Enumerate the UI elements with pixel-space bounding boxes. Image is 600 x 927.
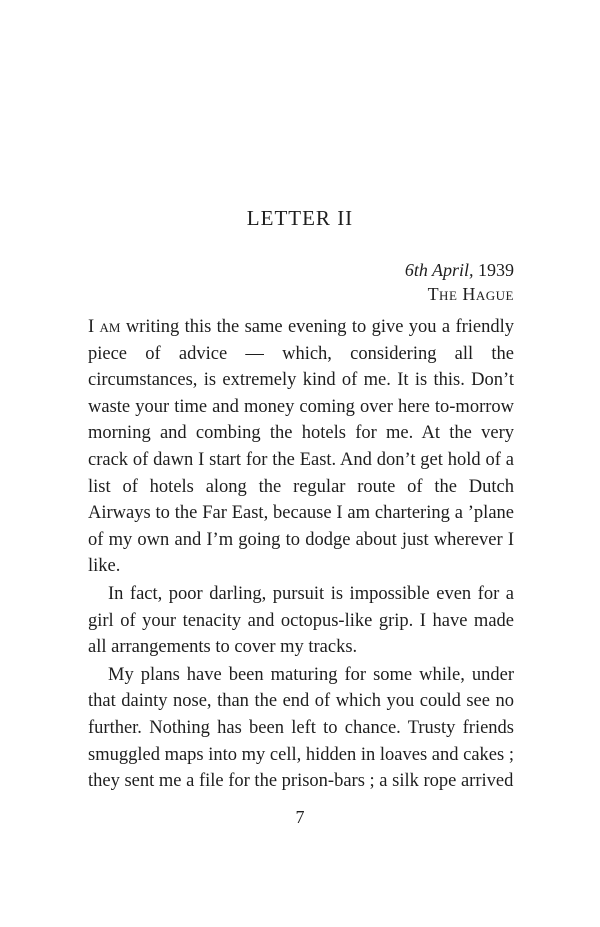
chapter-title: LETTER II	[246, 206, 354, 230]
letter-date	[405, 258, 514, 282]
letter-place: The Hague	[427, 284, 514, 304]
letter-date-year: 1939	[478, 260, 514, 280]
letter-dateline	[405, 258, 514, 306]
paragraph-2: In fact, poor darling, pursuit is impossible even for a girl of your tenacity and octopus-like grip. I have made all arrangements to cover my tracks.	[88, 583, 514, 658]
paragraph-1	[88, 314, 514, 580]
paragraph-1-lead: I	[88, 317, 95, 337]
paragraph-1-text: writing this the same evening to give you a friendly piece of advice — which, considering all the circumstances, is extremely kind of me. It is this. Don’t waste your time and money coming over here to-morrow morning and combing the hotels for me. At the very crack of dawn I start for the East. And don’t get hold of a list of hotels along the regular route of the Dutch Airways to the Far East, because I am chartering a ’plane of my own and I’m going to dodge about just wherever I like.	[88, 317, 515, 577]
letter-date-ordinal: 6th April,	[404, 260, 474, 280]
paragraph-3: My plans have been maturing for some while, under that dainty nose, than the end of which you could see no further. Nothing has been left to chance. Trusty friends smuggled maps into my cell, hidden in loaves and cakes ; they sent me a file for the prison-bars ; a silk rope arrived	[88, 664, 514, 792]
page-number: 7	[295, 807, 305, 827]
paragraph-1-lead-smallcaps: am	[99, 317, 121, 337]
letter-body	[88, 314, 514, 795]
